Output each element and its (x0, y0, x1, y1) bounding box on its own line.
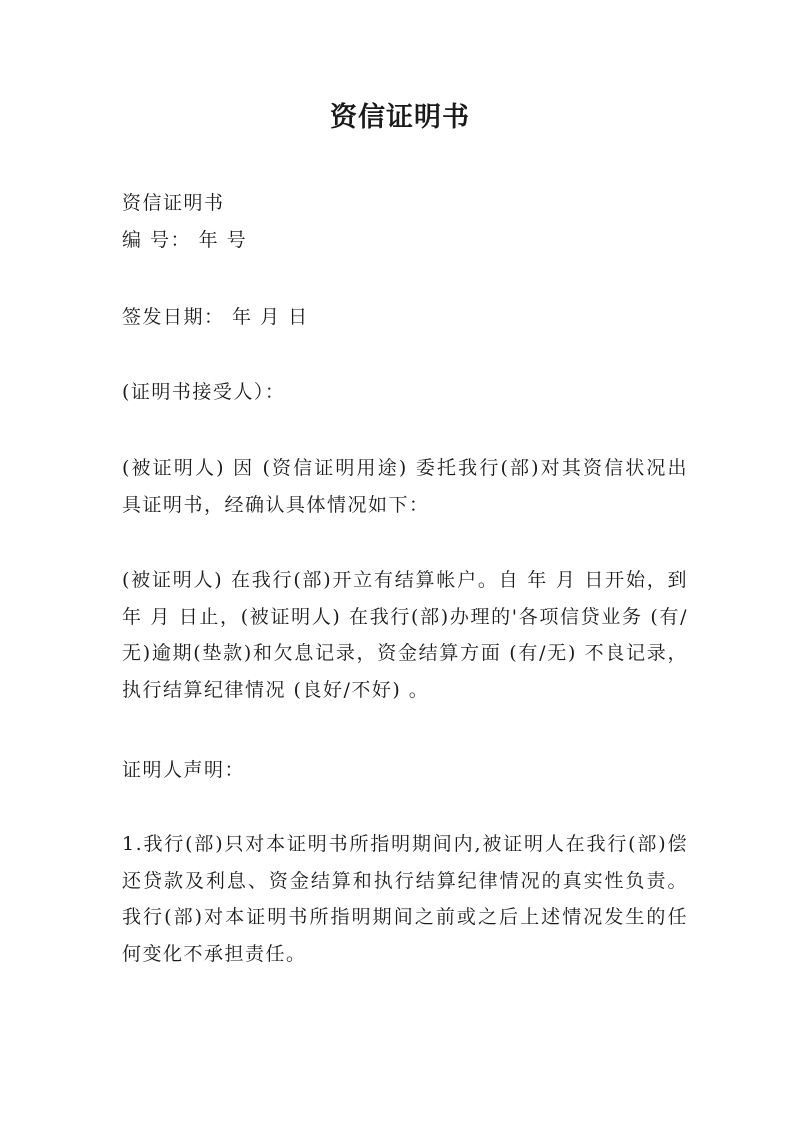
document-title: 资信证明书 (330, 102, 470, 133)
intro-paragraph: (被证明人) 因 (资信证明用途) 委托我行(部)对其资信状况出具证明书，经确认具体情况如下： (122, 457, 688, 516)
declaration-heading: 证明人声明： (122, 759, 246, 781)
declaration-item-1: 1.我行(部)只对本证明书所指明期间内,被证明人在我行(部)偿还贷款及利息、资金结算和执行结算纪律情况的真实性负责。我行(部)对本证明书所指明期间之前或之后上述情况发生的任何变化不承担责任。 (122, 833, 688, 965)
detail-paragraph: (被证明人) 在我行(部)开立有结算帐户。自 年 月 日开始，到 年 月 日止，(被证明人) 在我行(部)办理的'各项信贷业务 (有/无)逾期(垫款)和欠息记录，资金结算方面 (有/无) 不良记录，执行结算纪律情况 (良好/不好) 。 (122, 569, 688, 701)
number-line: 编 号： 年 号 (122, 229, 248, 251)
document-subtitle: 资信证明书 (122, 192, 225, 214)
issue-date-line: 签发日期： 年 月 日 (122, 306, 309, 328)
recipient-line: (证明书接受人）： (122, 381, 286, 403)
